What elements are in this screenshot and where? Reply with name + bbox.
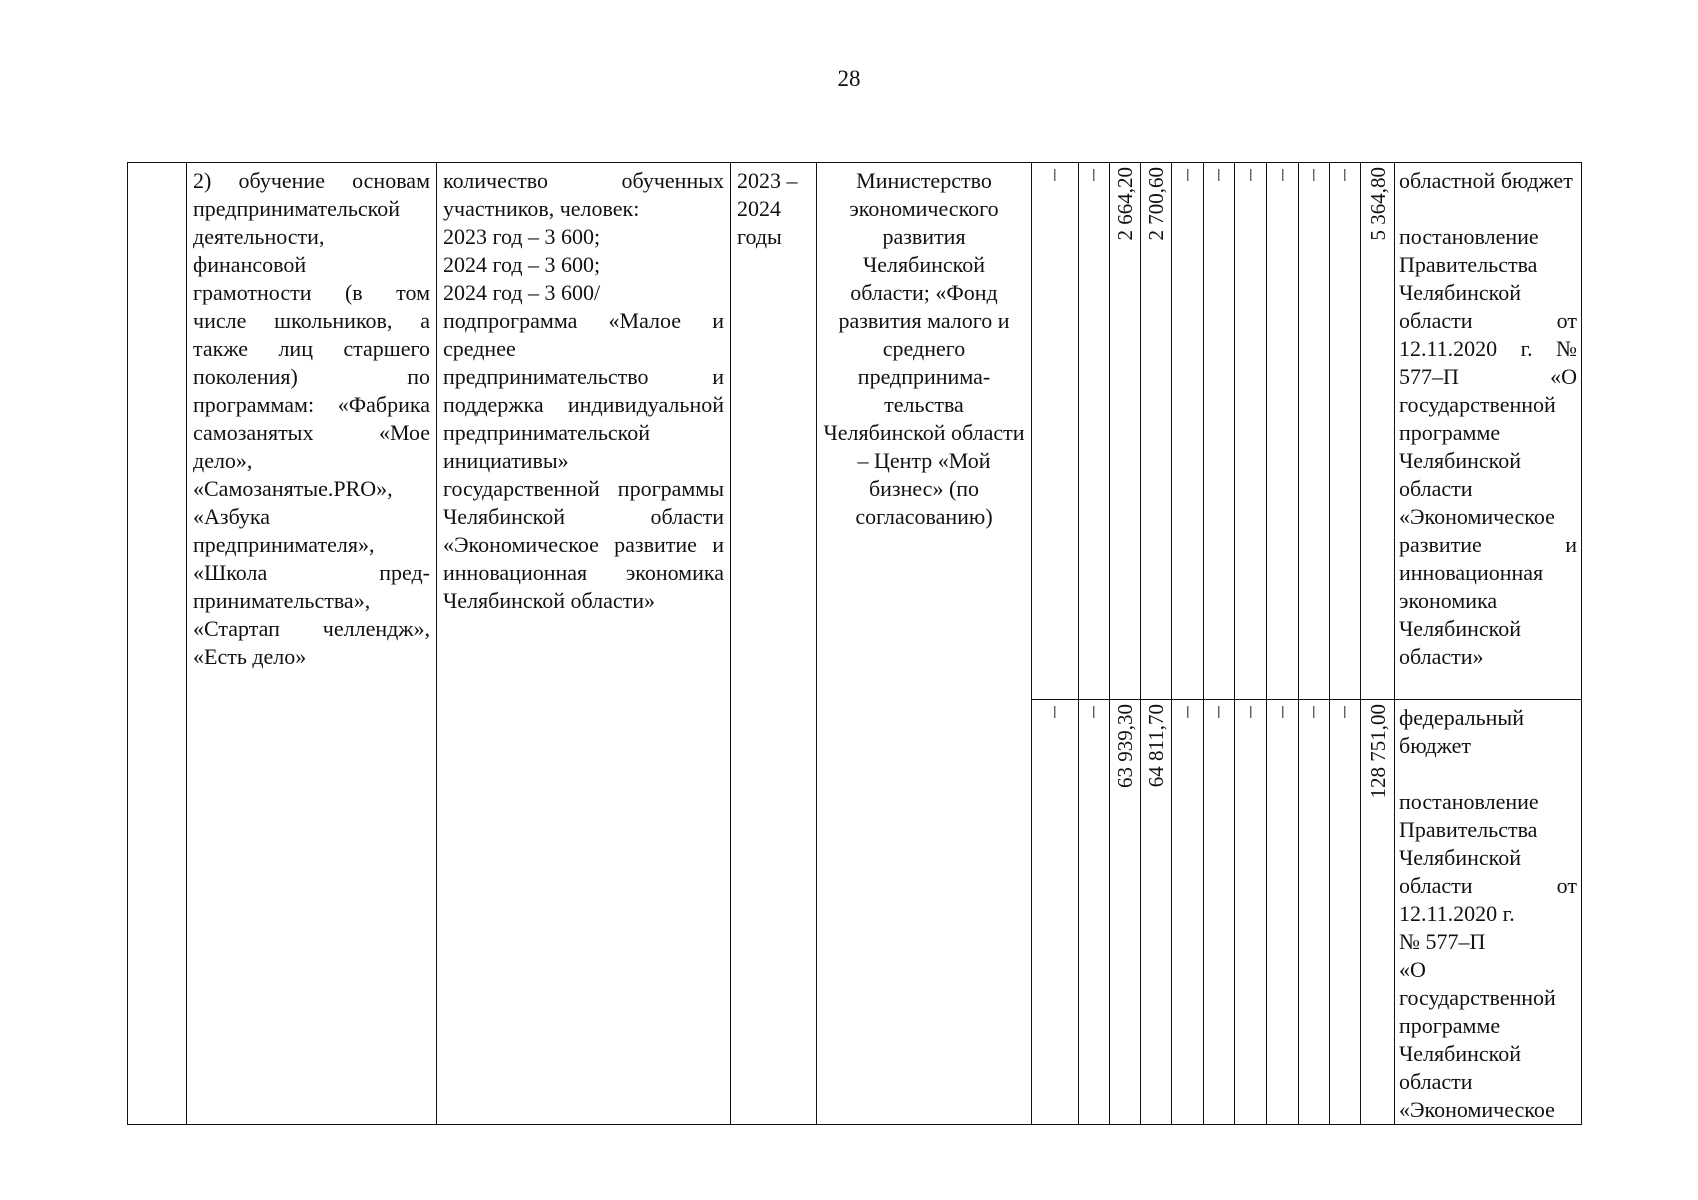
source-cell bbox=[1395, 700, 1582, 1125]
dash-mark bbox=[1187, 169, 1188, 181]
dash-mark bbox=[1054, 169, 1055, 181]
empty-value-cell bbox=[1032, 163, 1079, 700]
dash-mark bbox=[1218, 169, 1219, 181]
executor-cell bbox=[817, 163, 1032, 1125]
legal-basis-line: «О государственной программе Челябинской области «Экономическое bbox=[1399, 957, 1556, 1122]
empty-value-cell bbox=[1235, 700, 1267, 1125]
empty-value-cell bbox=[1032, 700, 1079, 1125]
empty-value-cell bbox=[1235, 163, 1267, 700]
program-text: подпрограмма «Малое и среднее предпринимательство и поддержка индивидуальной предпринимательской инициативы» государственной программы Челябинской области «Экономическое развитие и инновационная экономика Челябинской области» bbox=[443, 308, 724, 613]
value-2023-cell bbox=[1110, 163, 1141, 700]
dash-mark bbox=[1344, 706, 1345, 718]
activity-table bbox=[127, 162, 1582, 1125]
legal-basis-line: постановление Правительства Челябинской области от 12.11.2020 г. bbox=[1399, 789, 1577, 926]
legal-basis: постановление Правительства Челябинской области от 12.11.2020 г. № 577–П «О государственной программе Челябинской области «Экономическое развитие и инновационная экономика Челябинской области» bbox=[1399, 224, 1577, 669]
row-number-cell bbox=[128, 163, 187, 1125]
dash-mark bbox=[1313, 706, 1314, 718]
dash-mark bbox=[1250, 169, 1251, 181]
empty-value-cell bbox=[1299, 163, 1330, 700]
indicator-line: 2024 год – 3 600; bbox=[443, 252, 601, 277]
dash-mark bbox=[1282, 706, 1283, 718]
indicator-title: количество обученных участников, человек: bbox=[443, 168, 724, 221]
value-total: 128 751,00 bbox=[1365, 704, 1390, 799]
activity-name-cell bbox=[187, 163, 437, 1125]
value-2024: 64 811,70 bbox=[1144, 704, 1168, 788]
period-cell bbox=[731, 163, 817, 1125]
value-2023-cell bbox=[1110, 700, 1141, 1125]
source-cell bbox=[1395, 163, 1582, 700]
source-name: федеральный бюджет bbox=[1399, 705, 1524, 758]
empty-value-cell bbox=[1204, 163, 1235, 700]
indicator-cell bbox=[437, 163, 731, 1125]
value-2023: 63 939,30 bbox=[1113, 704, 1137, 788]
dash-mark bbox=[1187, 706, 1188, 718]
empty-value-cell bbox=[1172, 700, 1204, 1125]
dash-mark bbox=[1250, 706, 1251, 718]
value-2024: 2 700,60 bbox=[1144, 167, 1168, 241]
dash-mark bbox=[1093, 706, 1094, 718]
indicator-line: 2024 год – 3 600/ bbox=[443, 280, 601, 305]
empty-value-cell bbox=[1079, 700, 1110, 1125]
table-row bbox=[128, 163, 1582, 700]
funding-source bbox=[1395, 700, 1581, 1124]
empty-value-cell bbox=[1172, 163, 1204, 700]
period-text: 2023 – 2024 годы bbox=[737, 168, 798, 249]
dash-mark bbox=[1054, 706, 1055, 718]
dash-mark bbox=[1313, 169, 1314, 181]
empty-value-cell bbox=[1299, 700, 1330, 1125]
value-2024-cell bbox=[1141, 700, 1172, 1125]
total-cell bbox=[1361, 163, 1395, 700]
dash-mark bbox=[1282, 169, 1283, 181]
indicator-line: 2023 год – 3 600; bbox=[443, 224, 601, 249]
empty-value-cell bbox=[1204, 700, 1235, 1125]
value-2023: 2 664,20 bbox=[1113, 167, 1137, 241]
dash-mark bbox=[1218, 706, 1219, 718]
legal-basis-line: № 577–П bbox=[1399, 929, 1486, 954]
page-number: 28 bbox=[837, 66, 861, 91]
dash-mark bbox=[1344, 169, 1345, 181]
total-cell bbox=[1361, 700, 1395, 1125]
executor-text: Министерство экономического развития Челябинской области; «Фонд развития малого и среднего предпринима-тельства Челябинской области – Центр «Мой бизнес» (по согласованию) bbox=[823, 168, 1025, 529]
funding-source bbox=[1395, 163, 1581, 671]
empty-value-cell bbox=[1330, 163, 1361, 700]
value-2024-cell bbox=[1141, 163, 1172, 700]
indicator-text bbox=[437, 163, 730, 615]
dash-mark bbox=[1093, 169, 1094, 181]
activity-name: 2) обучение основам предпринимательской деятельности, финансовой грамотности (в том числе школьников, а также лиц старшего поколения) по программам: «Фабрика самозанятых «Мое дело», «Самозанятые.PRO», «Азбука предпринимателя», «Школа пред-принимательства», «Стартап челлендж», «Есть дело» bbox=[193, 168, 430, 669]
empty-value-cell bbox=[1330, 700, 1361, 1125]
empty-value-cell bbox=[1079, 163, 1110, 700]
empty-value-cell bbox=[1267, 163, 1299, 700]
source-name: областной бюджет bbox=[1399, 168, 1573, 193]
empty-value-cell bbox=[1267, 700, 1299, 1125]
value-total: 5 364,80 bbox=[1365, 167, 1390, 241]
